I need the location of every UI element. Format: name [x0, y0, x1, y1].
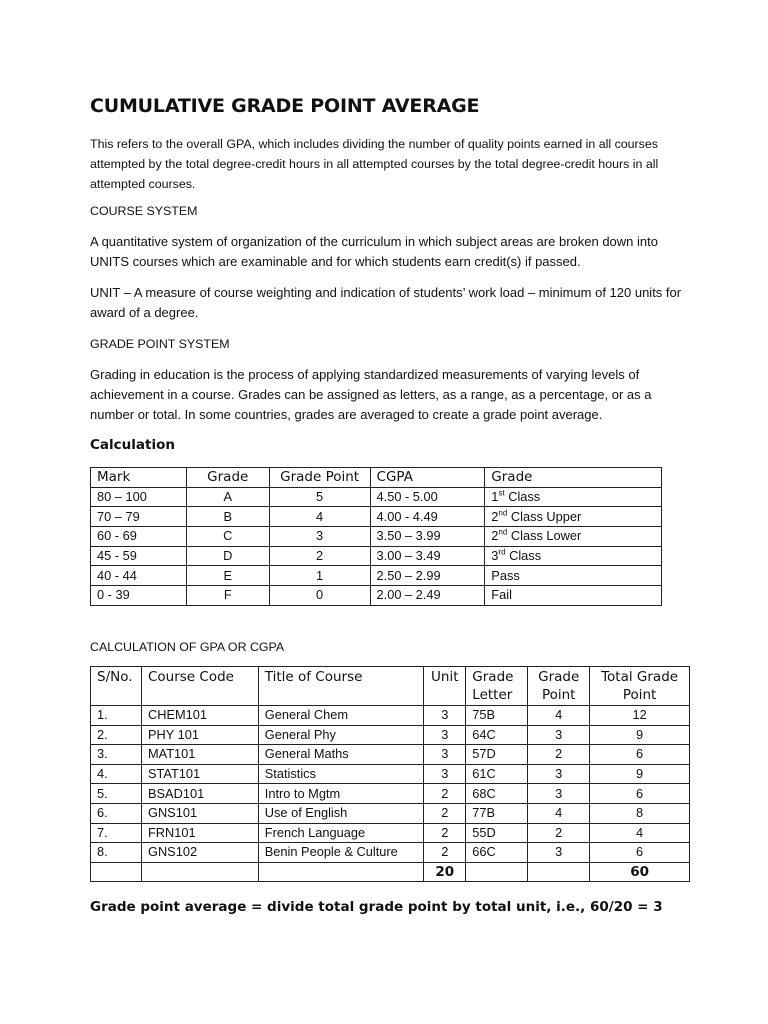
cell-class-suffix: nd: [498, 508, 508, 518]
header-mark: Mark: [91, 468, 187, 488]
course-system-heading: COURSE SYSTEM: [90, 204, 198, 218]
cell-sno: 1.: [91, 706, 142, 726]
header-total-line2: Point: [622, 687, 657, 703]
cell-sno: 2.: [91, 725, 142, 745]
calculation-heading: Calculation: [90, 437, 175, 453]
cell-course-title: Statistics: [258, 764, 424, 784]
cell-grade: F: [186, 586, 269, 606]
total-empty-5: [528, 862, 590, 882]
cell-grade-point: 0: [269, 586, 370, 606]
header-course-title: Title of Course: [258, 667, 424, 706]
cell-sno: 6.: [91, 803, 142, 823]
cell-class-main: 2: [491, 528, 499, 544]
cell-class-suffix: nd: [498, 528, 508, 538]
total-empty-3: [258, 862, 424, 882]
page-title: CUMULATIVE GRADE POINT AVERAGE: [90, 95, 480, 117]
gpa-course-row: [91, 725, 690, 745]
cell-course-code: CHEM101: [141, 706, 258, 726]
cell-cgpa: 2.50 – 2.99: [370, 566, 485, 586]
cell-unit: 3: [424, 764, 466, 784]
cell-grade-point: 3: [269, 527, 370, 547]
gpa-course-row: [91, 803, 690, 823]
cell-grade: B: [186, 507, 269, 527]
cell-sno: 4.: [91, 764, 142, 784]
cell-class: [485, 586, 662, 606]
gpa-course-row: [91, 823, 690, 843]
cell-grade-point: 2: [528, 745, 590, 765]
intro-paragraph: This refers to the overall GPA, which includes dividing the number of quality points earned in all courses attempted by the total degree-credit hours in all attempted courses by the total degree-credit hours in all attempted courses.: [90, 137, 659, 191]
grade-scale-row: [91, 527, 662, 547]
cell-grade-letter: 75B: [466, 706, 528, 726]
cell-class: [485, 566, 662, 586]
cell-course-title: Intro to Mgtm: [258, 784, 424, 804]
cell-sno: 5.: [91, 784, 142, 804]
cell-class-main: 3: [491, 548, 499, 564]
cell-class-rest: Class: [504, 489, 541, 505]
cell-grade-letter: 77B: [466, 803, 528, 823]
cell-unit: 3: [424, 725, 466, 745]
cell-class-suffix: st: [498, 488, 505, 498]
header-unit: Unit: [424, 667, 466, 706]
cell-grade-point: 3: [528, 843, 590, 863]
cell-class-rest: Class: [505, 548, 542, 564]
cell-unit: 2: [424, 843, 466, 863]
cell-grade-point: 4: [269, 507, 370, 527]
total-grade-points: 60: [590, 862, 690, 882]
cell-grade-point: 3: [528, 764, 590, 784]
cell-course-title: Use of English: [258, 803, 424, 823]
cell-grade-letter: 57D: [466, 745, 528, 765]
grade-scale-row: [91, 566, 662, 586]
cell-unit: 3: [424, 706, 466, 726]
grade-scale-row: [91, 487, 662, 507]
header-total-grade-point: [590, 667, 690, 706]
header-total-line1: Total Grade: [601, 669, 679, 685]
unit-paragraph: UNIT – A measure of course weighting and indication of students’ work load – minimum of 120 units for award of a degree.: [90, 285, 682, 320]
header-grade-letter: [466, 667, 528, 706]
grade-scale-row: [91, 546, 662, 566]
cell-sno: 7.: [91, 823, 142, 843]
cell-grade-letter: 55D: [466, 823, 528, 843]
cell-grade-letter: 68C: [466, 784, 528, 804]
cell-grade-point: 4: [528, 803, 590, 823]
cell-course-code: BSAD101: [141, 784, 258, 804]
header-grade-letter-line1: Grade: [472, 669, 514, 685]
total-empty-4: [466, 862, 528, 882]
cell-cgpa: 3.00 – 3.49: [370, 546, 485, 566]
cell-sno: 8.: [91, 843, 142, 863]
header-grade-point: Grade Point: [269, 468, 370, 488]
gpa-calculation-table: [90, 666, 690, 882]
cell-grade-point: 4: [528, 706, 590, 726]
cell-grade-point: 5: [269, 487, 370, 507]
cell-cgpa: 2.00 – 2.49: [370, 586, 485, 606]
cell-class: [485, 487, 662, 507]
cell-grade-point: 3: [528, 784, 590, 804]
cell-grade: D: [186, 546, 269, 566]
cell-total-grade-point: 4: [590, 823, 690, 843]
cell-grade: E: [186, 566, 269, 586]
cell-class-suffix: rd: [498, 547, 506, 557]
cell-course-code: MAT101: [141, 745, 258, 765]
cell-course-code: GNS101: [141, 803, 258, 823]
gpa-course-row: [91, 706, 690, 726]
cell-class: [485, 527, 662, 547]
cell-unit: 2: [424, 784, 466, 804]
cell-grade-letter: 66C: [466, 843, 528, 863]
grade-scale-table: [90, 467, 662, 606]
cell-total-grade-point: 6: [590, 784, 690, 804]
grade-point-heading: GRADE POINT SYSTEM: [90, 337, 230, 351]
cell-course-title: Benin People & Culture: [258, 843, 424, 863]
header-sno: S/No.: [91, 667, 142, 706]
header-grade-point-line1: Grade: [538, 669, 580, 685]
grade-scale-row: [91, 507, 662, 527]
total-empty-1: [91, 862, 142, 882]
cell-course-code: GNS102: [141, 843, 258, 863]
cell-course-code: STAT101: [141, 764, 258, 784]
cell-course-title: French Language: [258, 823, 424, 843]
cell-class-main: Pass: [491, 567, 520, 583]
cell-total-grade-point: 6: [590, 745, 690, 765]
cell-total-grade-point: 9: [590, 764, 690, 784]
cell-course-title: General Chem: [258, 706, 424, 726]
cell-grade-point: 3: [528, 725, 590, 745]
cell-class-rest: Class Lower: [507, 528, 582, 544]
cell-course-title: General Maths: [258, 745, 424, 765]
cell-class: [485, 546, 662, 566]
header-grade-point-line2: Point: [541, 687, 576, 703]
gpa-course-row: [91, 745, 690, 765]
gpa-header-row: [91, 667, 690, 706]
cell-grade-point: 1: [269, 566, 370, 586]
cell-total-grade-point: 12: [590, 706, 690, 726]
cell-class-main: Fail: [491, 587, 512, 603]
cell-total-grade-point: 8: [590, 803, 690, 823]
cell-grade: C: [186, 527, 269, 547]
gpa-total-row: [91, 862, 690, 882]
cell-grade: A: [186, 487, 269, 507]
cell-grade-point: 2: [528, 823, 590, 843]
header-grade: Grade: [186, 468, 269, 488]
cell-unit: 2: [424, 803, 466, 823]
cell-course-title: General Phy: [258, 725, 424, 745]
cell-cgpa: 3.50 – 3.99: [370, 527, 485, 547]
header-grade-letter-line2: Letter: [472, 687, 513, 703]
grade-point-paragraph: Grading in education is the process of applying standardized measurements of varying levels of achievement in a course. Grades can be assigned as letters, as a range, as a percentage, or as a number or total. In some countries, grades are averaged to create a grade point average.: [90, 367, 652, 422]
gpa-course-row: [91, 784, 690, 804]
cell-unit: 3: [424, 745, 466, 765]
grade-scale-header-row: [91, 468, 662, 488]
gpa-heading: CALCULATION OF GPA OR CGPA: [90, 640, 285, 654]
cell-mark: 40 - 44: [91, 566, 187, 586]
header-class: Grade: [485, 468, 662, 488]
cell-course-code: FRN101: [141, 823, 258, 843]
cell-class: [485, 507, 662, 527]
header-grade-point: [528, 667, 590, 706]
cell-mark: 60 - 69: [91, 527, 187, 547]
cell-sno: 3.: [91, 745, 142, 765]
cell-mark: 0 - 39: [91, 586, 187, 606]
cell-total-grade-point: 6: [590, 843, 690, 863]
course-system-paragraph: A quantitative system of organization of the curriculum in which subject areas are broken down into UNITS courses which are examinable and for which students earn credit(s) if passed.: [90, 234, 658, 269]
conclusion-text: Grade point average = divide total grade point by total unit, i.e., 60/20 = 3: [90, 899, 663, 915]
header-course-code: Course Code: [141, 667, 258, 706]
cell-mark: 80 – 100: [91, 487, 187, 507]
gpa-course-row: [91, 843, 690, 863]
cell-mark: 70 – 79: [91, 507, 187, 527]
cell-unit: 2: [424, 823, 466, 843]
cell-cgpa: 4.50 - 5.00: [370, 487, 485, 507]
cell-grade-letter: 64C: [466, 725, 528, 745]
cell-course-code: PHY 101: [141, 725, 258, 745]
cell-total-grade-point: 9: [590, 725, 690, 745]
header-cgpa: CGPA: [370, 468, 485, 488]
cell-class-main: 1: [491, 489, 499, 505]
gpa-course-row: [91, 764, 690, 784]
cell-class-rest: Class Upper: [507, 508, 582, 524]
total-unit: 20: [424, 862, 466, 882]
grade-scale-row: [91, 586, 662, 606]
cell-grade-point: 2: [269, 546, 370, 566]
cell-cgpa: 4.00 - 4.49: [370, 507, 485, 527]
cell-grade-letter: 61C: [466, 764, 528, 784]
total-empty-2: [141, 862, 258, 882]
cell-class-main: 2: [491, 508, 499, 524]
cell-mark: 45 - 59: [91, 546, 187, 566]
